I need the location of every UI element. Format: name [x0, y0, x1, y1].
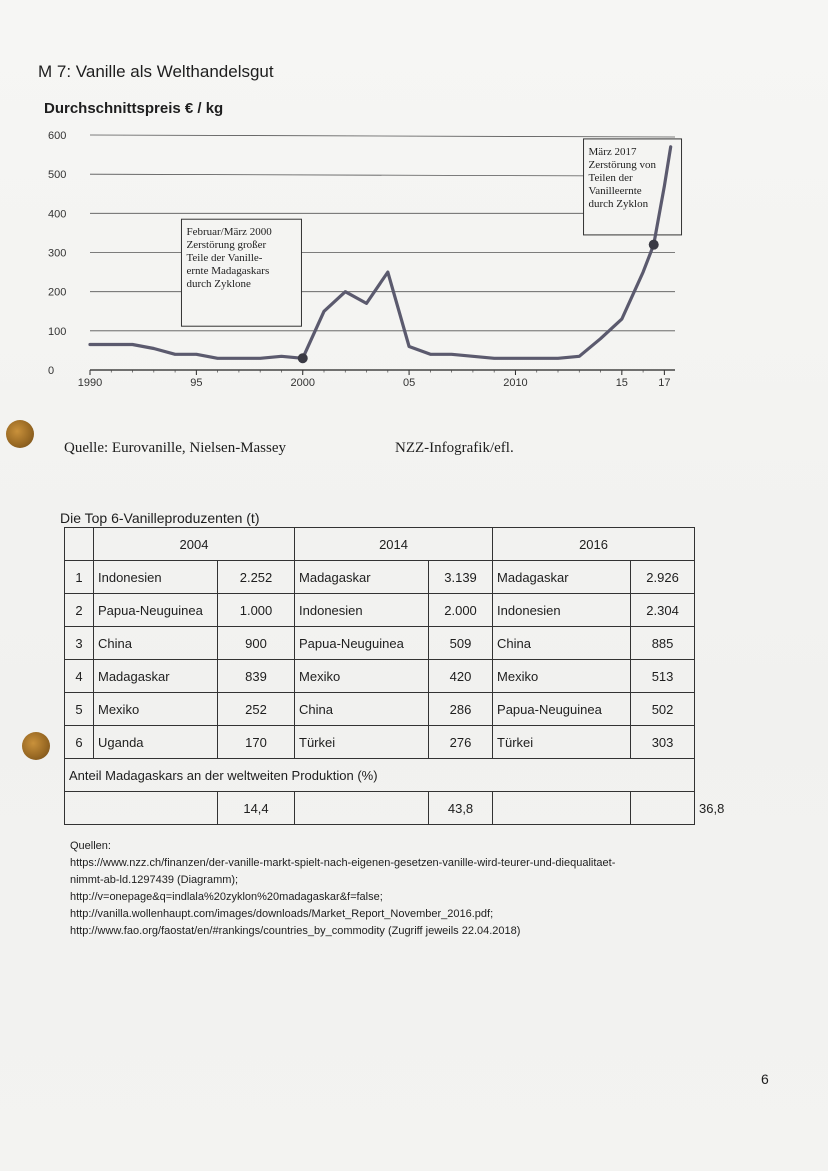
value-cell: 2.926	[631, 561, 695, 594]
value-cell: 286	[429, 693, 493, 726]
x-tick-label: 1990	[77, 377, 103, 389]
value-cell: 420	[429, 660, 493, 693]
annotation-text: Zerstörung großer	[186, 239, 267, 252]
year-header: 2016	[493, 528, 695, 561]
value-cell: 839	[218, 660, 295, 693]
annotation-text: März 2017	[588, 145, 637, 158]
country-cell: Papua-Neuguinea	[295, 627, 429, 660]
gridline	[90, 135, 675, 137]
country-cell: Madagaskar	[295, 561, 429, 594]
x-tick-label: 2000	[290, 377, 315, 389]
y-tick-label: 100	[48, 325, 67, 338]
value-cell: 2.252	[218, 561, 295, 594]
rank-cell: 5	[65, 693, 94, 726]
country-cell: China	[94, 627, 218, 660]
country-cell: China	[295, 693, 429, 726]
value-cell: 3.139	[429, 561, 493, 594]
x-tick-label: 2010	[503, 377, 528, 389]
chart-y-title: Durchschnittspreis € / kg	[44, 100, 224, 117]
value-cell: 170	[218, 726, 295, 759]
year-header: 2014	[295, 528, 493, 561]
producers-table	[64, 527, 725, 825]
annotation-text: Teilen der	[588, 171, 633, 184]
country-cell: Mexiko	[295, 660, 429, 693]
rank-cell: 3	[65, 627, 94, 660]
references-label: Quellen:	[70, 840, 111, 852]
table-header-row	[65, 528, 695, 561]
annotation-text: Februar/März 2000	[186, 226, 272, 239]
page-heading: M 7: Vanille als Welthandelsgut	[38, 62, 274, 81]
reference-line: https://www.nzz.ch/finanzen/der-vanille-markt-spielt-nach-eigenen-gesetzen-vanille-wird-teurer-und-diequalitaet-	[70, 857, 616, 869]
rank-cell: 2	[65, 594, 94, 627]
page-number: 6	[761, 1071, 769, 1087]
table-row	[65, 561, 695, 594]
annotation-text: Zerstörung von	[588, 158, 657, 171]
rank-cell: 1	[65, 561, 94, 594]
value-cell: 2.304	[631, 594, 695, 627]
references	[70, 838, 770, 940]
value-cell: 303	[631, 726, 695, 759]
reference-line: http://v=onepage&q=indlala%20zyklon%20madagaskar&f=false;	[70, 891, 383, 903]
rank-cell: 4	[65, 660, 94, 693]
year-header: 2004	[94, 528, 295, 561]
y-tick-label: 400	[48, 208, 67, 221]
x-tick-label: 15	[615, 377, 628, 389]
punch-hole-bottom	[22, 732, 50, 760]
y-tick-label: 300	[48, 247, 67, 260]
country-cell: Indonesien	[493, 594, 631, 627]
country-cell: Madagaskar	[493, 561, 631, 594]
empty-cell	[65, 792, 218, 825]
table-row	[65, 627, 695, 660]
table-row	[65, 693, 695, 726]
country-cell: China	[493, 627, 631, 660]
annotation-text: durch Zyklone	[186, 278, 251, 291]
event-marker	[649, 240, 659, 250]
value-cell: 2.000	[429, 594, 493, 627]
value-cell: 900	[218, 627, 295, 660]
share-label: Anteil Madagaskars an der weltweiten Produktion (%)	[65, 759, 695, 792]
event-marker	[298, 353, 308, 363]
country-cell: Indonesien	[295, 594, 429, 627]
country-cell: Mexiko	[94, 693, 218, 726]
annotation-text: Teile der Vanille-	[186, 252, 263, 265]
table-row	[65, 660, 695, 693]
country-cell: Indonesien	[94, 561, 218, 594]
x-tick-label: 05	[402, 377, 416, 389]
share-value: 14,4	[218, 792, 295, 825]
table-row	[65, 594, 695, 627]
country-cell: Mexiko	[493, 660, 631, 693]
value-cell: 885	[631, 627, 695, 660]
punch-hole-top	[6, 420, 34, 448]
country-cell: Papua-Neuguinea	[493, 693, 631, 726]
y-tick-label: 0	[48, 365, 55, 377]
country-cell: Madagaskar	[94, 660, 218, 693]
chart-source: Quelle: Eurovanille, Nielsen-Massey	[64, 440, 287, 456]
value-cell: 513	[631, 660, 695, 693]
value-cell: 1.000	[218, 594, 295, 627]
chart-credit: NZZ-Infografik/efl.	[395, 440, 514, 456]
empty-cell	[295, 792, 429, 825]
country-cell: Türkei	[493, 726, 631, 759]
value-cell: 276	[429, 726, 493, 759]
y-tick-label: 200	[48, 286, 67, 299]
y-tick-label: 500	[48, 169, 67, 182]
empty-cell	[493, 792, 631, 825]
table-row	[65, 726, 695, 759]
value-cell: 509	[429, 627, 493, 660]
x-tick-label: 17	[658, 377, 671, 389]
reference-line: http://www.fao.org/faostat/en/#rankings/countries_by_commodity (Zugriff jeweils 22.04.2018)	[70, 925, 521, 937]
country-cell: Papua-Neuguinea	[94, 594, 218, 627]
share-row: 14,4 43,8 36,8	[65, 792, 695, 825]
annotation-text: Vanilleernte	[588, 184, 642, 197]
value-cell: 252	[218, 693, 295, 726]
annotation-text: durch Zyklon	[588, 197, 649, 210]
empty-cell	[631, 792, 695, 825]
rank-cell: 6	[65, 726, 94, 759]
table-title: Die Top 6-Vanilleproduzenten (t)	[60, 510, 260, 526]
share-value: 43,8	[429, 792, 493, 825]
country-cell: Uganda	[94, 726, 218, 759]
annotation-text: ernte Madagaskars	[186, 265, 270, 278]
country-cell: Türkei	[295, 726, 429, 759]
value-cell: 502	[631, 693, 695, 726]
reference-line: nimmt-ab-ld.1297439 (Diagramm);	[70, 874, 239, 886]
reference-line: http://vanilla.wollenhaupt.com/images/downloads/Market_Report_November_2016.pdf;	[70, 908, 494, 920]
share-label-row	[65, 759, 695, 792]
price-line-chart	[40, 120, 690, 410]
x-tick-label: 95	[190, 377, 203, 389]
y-tick-label: 600	[48, 130, 67, 142]
